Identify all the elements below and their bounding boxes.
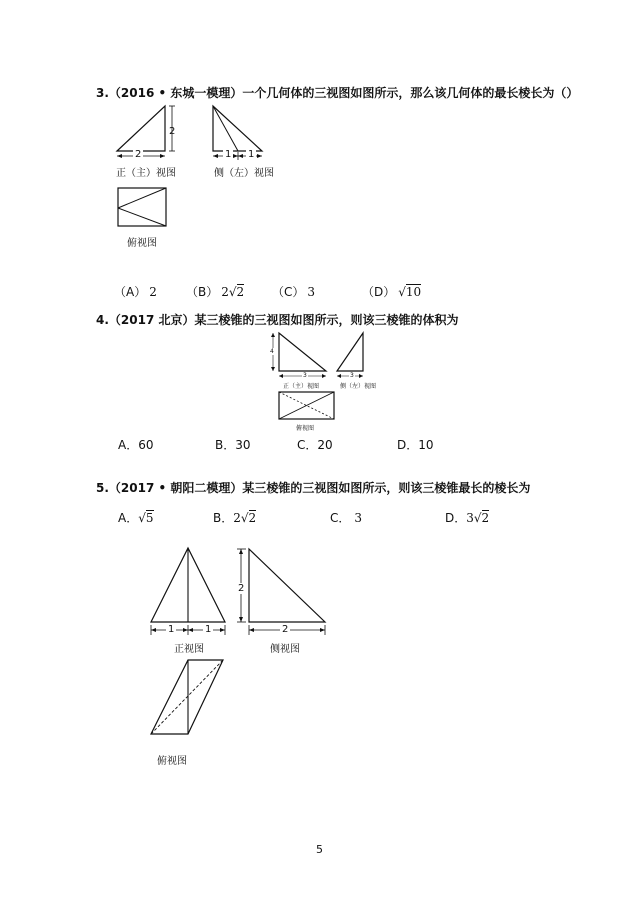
sqrt-sign-icon: √: [228, 285, 237, 299]
q5-front-caption: 正视图: [174, 644, 204, 655]
q3-option-a-label: （A）: [114, 285, 147, 299]
q4-side-width-label: 3: [350, 372, 354, 379]
q4-top-caption: 俯视图: [296, 425, 315, 432]
q3-top-view: [116, 186, 172, 230]
q3-header: 3.（2016 • 东城一模理）一个几何体的三视图如图所示，那么该几何体的最长棱长为（）: [96, 86, 579, 100]
q3-option-c: [272, 283, 315, 300]
q3-option-d-radicand: 10: [405, 285, 422, 299]
q5-option-d-coef: 3: [466, 511, 474, 525]
q3-option-d: [362, 283, 421, 300]
q3-option-a-value: 2: [149, 285, 157, 299]
q3-option-c-value: 3: [307, 285, 316, 299]
q5-option-c-value: 3: [354, 511, 363, 525]
sqrt-sign-icon: √: [138, 511, 146, 525]
q3-option-a: [114, 283, 157, 300]
q4-front-caption: 正（主）视图: [283, 383, 320, 390]
q5-option-b-radicand: 2: [248, 511, 257, 525]
q4-front-view: [268, 331, 332, 381]
q3-option-b-radicand: 2: [236, 285, 245, 299]
q5-front-view: [148, 546, 232, 642]
q4-option-a: A．60: [118, 438, 154, 452]
q5-option-c: [330, 509, 362, 526]
q5-header: 5.（2017 • 朝阳二模理）某三棱锥的三视图如图所示，则该三棱锥最长的棱长为: [96, 481, 531, 495]
q5-option-a-radicand: 5: [145, 511, 154, 525]
q5-option-d: [445, 509, 489, 526]
q3-side-view: [210, 104, 270, 164]
q4-option-d: D．10: [397, 438, 434, 452]
q5-option-d-label: D．: [445, 511, 467, 525]
q5-option-b-label: B．: [213, 511, 234, 525]
q5-front-width1-label: 1: [168, 624, 175, 635]
q5-top-caption: 俯视图: [157, 756, 187, 767]
sqrt-sign-icon: √: [240, 511, 249, 525]
q3-front-height-label: 2: [169, 126, 176, 137]
q5-option-a-label: A．: [118, 511, 139, 525]
page-number: 5: [316, 843, 323, 856]
q3-option-b: [186, 283, 244, 300]
q5-option-b: [213, 509, 256, 526]
q3-side-width2-label: 1: [248, 149, 255, 160]
q5-top-view: [148, 658, 228, 738]
q5-option-b-coef: 2: [233, 511, 241, 525]
q3-front-width-label: 2: [135, 149, 142, 160]
q5-side-width-label: 2: [282, 624, 289, 635]
q4-side-caption: 侧（左）视图: [340, 383, 377, 390]
q4-header: 4.（2017 北京）某三棱锥的三视图如图所示，则该三棱锥的体积为: [96, 313, 459, 327]
q5-option-d-radicand: 2: [481, 511, 490, 525]
q4-option-b: B．30: [215, 438, 251, 452]
q3-side-width1-label: 1: [225, 149, 232, 160]
q3-top-caption: 俯视图: [127, 238, 157, 249]
q3-option-b-coef: 2: [221, 285, 229, 299]
q5-side-height-label: 2: [238, 583, 245, 594]
q5-option-a: [118, 509, 154, 526]
q5-front-width2-label: 1: [205, 624, 212, 635]
q4-option-c: C．20: [297, 438, 333, 452]
sqrt-sign-icon: √: [398, 285, 406, 299]
q3-option-d-label: （D）: [362, 285, 396, 299]
q5-side-caption: 侧视图: [270, 644, 300, 655]
sqrt-sign-icon: √: [473, 511, 482, 525]
q3-front-caption: 正（主）视图: [116, 168, 176, 179]
q3-option-c-label: （C）: [272, 285, 305, 299]
q4-front-height-label: 4: [270, 348, 274, 355]
q4-top-view: [277, 390, 337, 422]
q3-option-b-label: （B）: [186, 285, 219, 299]
q5-option-c-label: C．: [330, 511, 351, 525]
q3-side-caption: 侧（左）视图: [214, 168, 274, 179]
q4-front-width-label: 3: [303, 372, 307, 379]
